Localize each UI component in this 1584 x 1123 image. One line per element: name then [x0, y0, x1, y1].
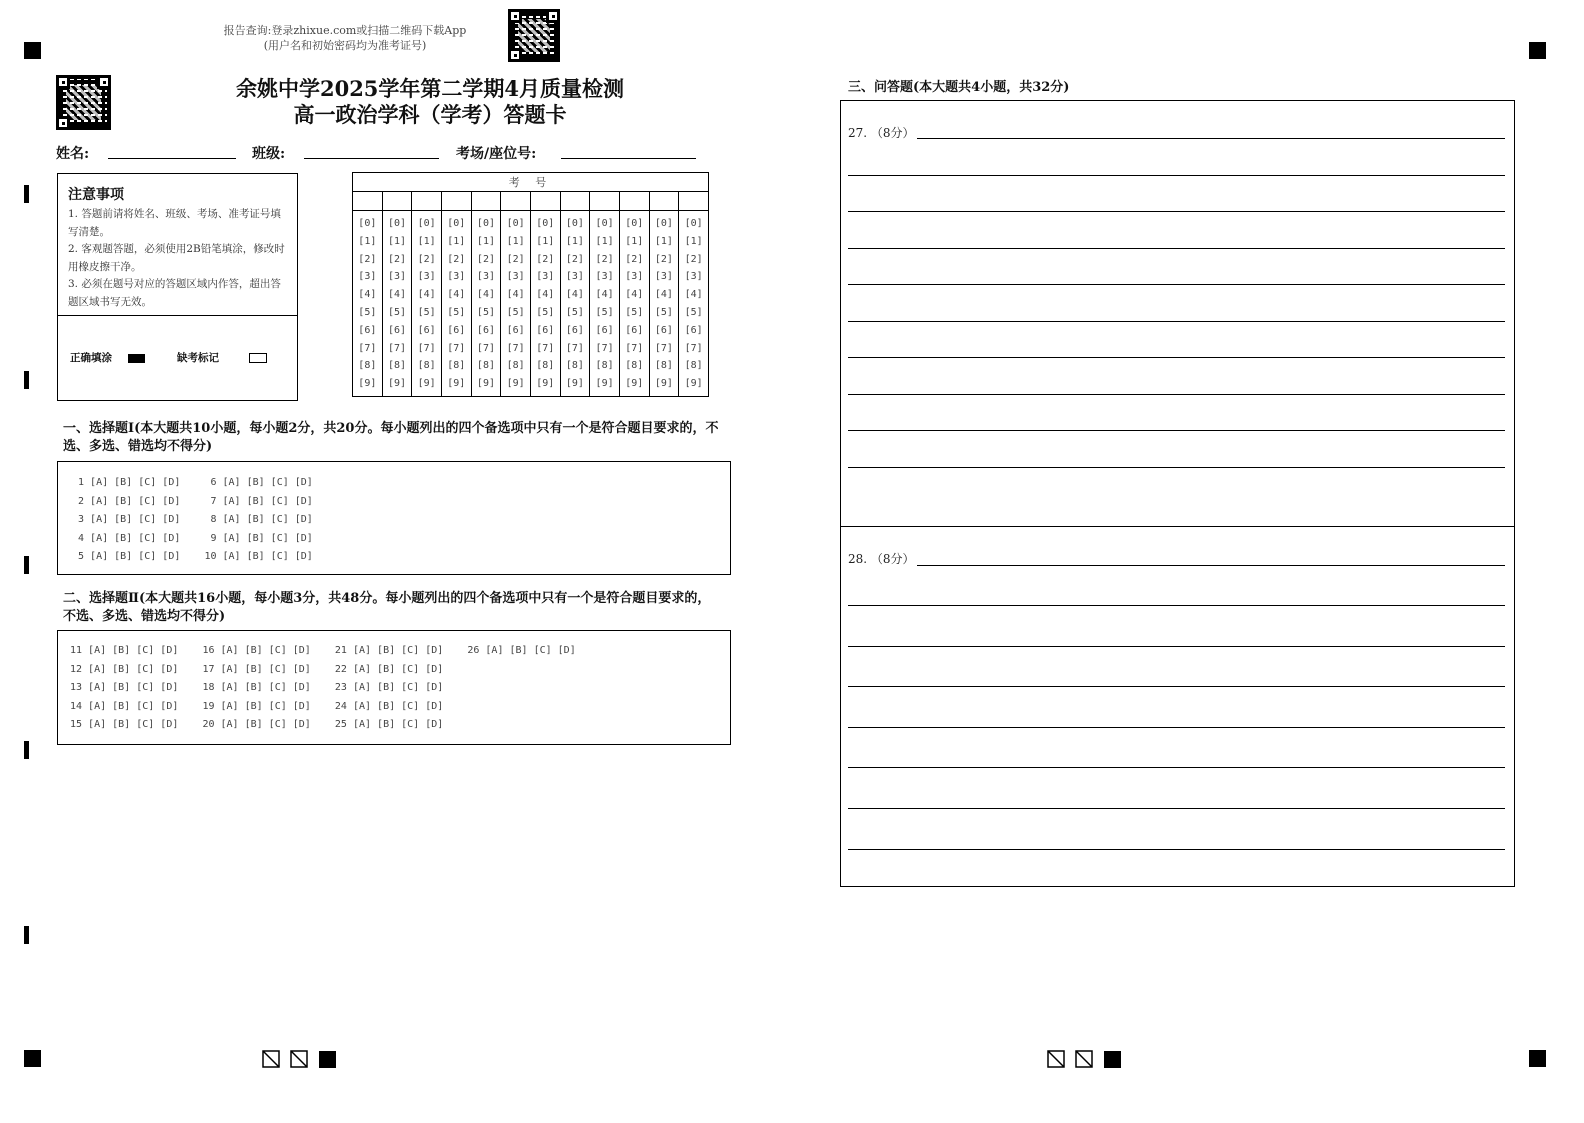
- answer-line[interactable]: [848, 686, 1505, 687]
- exam-number-write-cell[interactable]: [649, 192, 679, 211]
- report-query-line2: (用户名和初始密码均为准考证号): [263, 39, 427, 52]
- exam-number-bubble-column: [560, 211, 590, 397]
- exam-number-bubble[interactable]: [2]: [387, 253, 407, 265]
- class-label: 班级:: [252, 146, 286, 162]
- exam-number-bubble[interactable]: [0]: [476, 218, 495, 229]
- notes-divider: [58, 315, 297, 316]
- exam-number-bubble[interactable]: [9]: [358, 378, 377, 390]
- exam-number-write-cell[interactable]: [412, 192, 442, 211]
- exam-number-bubble[interactable]: [4]: [595, 289, 614, 301]
- exam-number-bubble-column: [441, 211, 471, 397]
- answer-line[interactable]: [848, 767, 1505, 768]
- answer-line[interactable]: [848, 605, 1505, 606]
- answer-line[interactable]: [848, 646, 1505, 647]
- exam-number-write-cell[interactable]: [353, 192, 383, 211]
- exam-number-bubble-row: [353, 211, 709, 397]
- section3-answer-box: [840, 100, 1515, 887]
- question-27-label: 27. （8分）: [848, 126, 915, 140]
- answer-line[interactable]: [848, 284, 1505, 285]
- exam-number-bubble-column: [501, 211, 531, 397]
- exam-number-bubble[interactable]: [5]: [358, 306, 377, 318]
- exam-number-bubble-column: [382, 211, 412, 397]
- exam-number-bubble[interactable]: [3]: [358, 271, 377, 283]
- absent-mark-text: 缺考标记: [177, 352, 219, 364]
- exam-number-bubble[interactable]: [8]: [387, 360, 407, 372]
- notes-title: 注意事项: [68, 187, 124, 203]
- timing-mark: [24, 556, 29, 574]
- exam-number-bubble[interactable]: [9]: [565, 378, 584, 390]
- notes-box: [57, 173, 298, 401]
- exam-number-bubble[interactable]: [9]: [387, 378, 407, 390]
- answer-row[interactable]: 3 [A] [B] [C] [D] 8 [A] [B] [C] [D]: [72, 514, 313, 526]
- exam-number-bubble[interactable]: [7]: [358, 342, 377, 354]
- exam-number-write-cell[interactable]: [679, 192, 709, 211]
- exam-number-write-row: [353, 192, 709, 211]
- registration-mark-bottom-left: [24, 1050, 41, 1067]
- exam-number-bubble[interactable]: [6]: [417, 324, 436, 336]
- exam-number-bubble[interactable]: [4]: [476, 289, 495, 301]
- exam-number-bubble[interactable]: [9]: [447, 378, 466, 390]
- exam-number-bubble[interactable]: [4]: [654, 289, 673, 301]
- absent-mark-label: [177, 350, 267, 365]
- answer-row[interactable]: 5 [A] [B] [C] [D] 10 [A] [B] [C] [D]: [72, 551, 313, 563]
- notes-list: [68, 206, 286, 311]
- exam-number-bubble[interactable]: [6]: [595, 324, 614, 336]
- exam-number-bubble[interactable]: [8]: [625, 360, 644, 372]
- exam-number-bubble[interactable]: [0]: [358, 218, 377, 229]
- answer-row[interactable]: 13 [A] [B] [C] [D] 18 [A] [B] [C] [D] 23 [A] [B] [C] [D]: [70, 682, 444, 694]
- exam-number-bubble[interactable]: [9]: [625, 378, 644, 390]
- exam-number-bubble[interactable]: [8]: [358, 360, 377, 372]
- answer-line[interactable]: [848, 175, 1505, 176]
- exam-number-bubble[interactable]: [2]: [447, 253, 466, 265]
- exam-number-bubble[interactable]: [3]: [476, 271, 495, 283]
- title-line2: 高一政治学科（学考）答题卡: [293, 102, 567, 127]
- exam-number-bubble[interactable]: [2]: [476, 253, 495, 265]
- exam-number-bubble-column: [471, 211, 501, 397]
- exam-number-bubble[interactable]: [2]: [565, 253, 584, 265]
- timing-mark: [24, 926, 29, 944]
- exam-number-bubble[interactable]: [3]: [625, 271, 644, 283]
- exam-number-bubble[interactable]: [2]: [684, 253, 703, 265]
- answer-line[interactable]: [848, 211, 1505, 212]
- title-line1: 余姚中学2025学年第二学期4月质量检测: [235, 76, 625, 101]
- qr-code-icon: [508, 9, 560, 62]
- exam-number-bubble[interactable]: [7]: [417, 342, 436, 354]
- exam-number-bubble[interactable]: [8]: [654, 360, 673, 372]
- registration-mark-bottom-right: [1529, 1050, 1546, 1067]
- exam-number-bubble[interactable]: [0]: [417, 218, 436, 229]
- answer-line[interactable]: [917, 138, 1505, 139]
- exam-number-bubble[interactable]: [3]: [684, 271, 703, 283]
- exam-number-bubble[interactable]: [8]: [595, 360, 614, 372]
- exam-number-write-cell[interactable]: [441, 192, 471, 211]
- exam-number-bubble[interactable]: [5]: [387, 306, 407, 318]
- page-title: [150, 76, 710, 128]
- room-seat-label: 考场/座位号:: [456, 146, 537, 162]
- exam-number-bubble[interactable]: [8]: [447, 360, 466, 372]
- timing-mark: [24, 371, 29, 389]
- exam-number-bubble[interactable]: [6]: [506, 324, 525, 336]
- exam-number-bubble-column: [412, 211, 442, 397]
- exam-number-header: 考 号: [353, 173, 709, 192]
- exam-number-bubble[interactable]: [6]: [387, 324, 407, 336]
- exam-number-grid: [352, 172, 709, 397]
- answer-line[interactable]: [848, 727, 1505, 728]
- exam-number-bubble[interactable]: [5]: [565, 306, 584, 318]
- exam-number-bubble[interactable]: [2]: [417, 253, 436, 265]
- section3-title: 三、问答题(本大题共4小题，共32分): [848, 80, 1070, 95]
- exam-number-bubble[interactable]: [4]: [625, 289, 644, 301]
- exam-number-bubble[interactable]: [1]: [684, 235, 703, 247]
- answer-row[interactable]: 14 [A] [B] [C] [D] 19 [A] [B] [C] [D] 24 [A] [B] [C] [D]: [70, 700, 444, 712]
- exam-number-bubble[interactable]: [8]: [565, 360, 584, 372]
- exam-number-bubble[interactable]: [2]: [654, 253, 673, 265]
- exam-number-bubble[interactable]: [6]: [476, 324, 495, 336]
- exam-number-bubble[interactable]: [0]: [625, 218, 644, 229]
- timing-mark: [24, 741, 29, 759]
- exam-number-bubble[interactable]: [7]: [447, 342, 466, 354]
- section2-options[interactable]: [70, 642, 576, 735]
- class-field[interactable]: [304, 142, 439, 159]
- notes-item: 1. 答题前请将姓名、班级、考场、准考证号填写清楚。: [68, 208, 281, 238]
- answer-row[interactable]: 4 [A] [B] [C] [D] 9 [A] [B] [C] [D]: [72, 532, 313, 544]
- report-query-note: [190, 23, 500, 53]
- exam-number-bubble[interactable]: [1]: [654, 235, 673, 247]
- exam-number-bubble[interactable]: [5]: [447, 306, 466, 318]
- exam-number-bubble-column: [619, 211, 649, 397]
- exam-number-bubble[interactable]: [2]: [358, 253, 377, 265]
- exam-number-bubble-column: [679, 211, 709, 397]
- name-label: 姓名:: [56, 146, 90, 162]
- exam-number-bubble[interactable]: [4]: [417, 289, 436, 301]
- section2-answer-box: [57, 630, 731, 745]
- answer-row[interactable]: 12 [A] [B] [C] [D] 17 [A] [B] [C] [D] 22 [A] [B] [C] [D]: [70, 663, 444, 675]
- absent-mark-checkbox[interactable]: [249, 353, 267, 363]
- exam-number-bubble[interactable]: [7]: [654, 342, 673, 354]
- exam-number-write-cell[interactable]: [501, 192, 531, 211]
- correct-fill-text: 正确填涂: [70, 352, 112, 364]
- exam-number-bubble[interactable]: [9]: [476, 378, 495, 390]
- exam-number-bubble[interactable]: [5]: [684, 306, 703, 318]
- exam-number-bubble-column: [353, 211, 383, 397]
- exam-number-bubble[interactable]: [6]: [358, 324, 377, 336]
- answer-line[interactable]: [848, 467, 1505, 468]
- exam-number-bubble[interactable]: [8]: [684, 360, 703, 372]
- exam-number-bubble[interactable]: [2]: [595, 253, 614, 265]
- exam-number-bubble[interactable]: [7]: [595, 342, 614, 354]
- exam-number-bubble[interactable]: [3]: [654, 271, 673, 283]
- room-seat-field[interactable]: [561, 142, 696, 159]
- exam-number-bubble[interactable]: [5]: [476, 306, 495, 318]
- exam-number-bubble[interactable]: [5]: [654, 306, 673, 318]
- exam-number-bubble[interactable]: [6]: [684, 324, 703, 336]
- section1-answer-box: [57, 461, 731, 575]
- question-28-label: 28. （8分）: [848, 552, 915, 566]
- answer-line[interactable]: [848, 849, 1505, 850]
- answer-line[interactable]: [848, 808, 1505, 809]
- exam-number-bubble[interactable]: [7]: [565, 342, 584, 354]
- registration-mark-top-right: [1529, 42, 1546, 59]
- name-field[interactable]: [108, 142, 236, 159]
- exam-number-bubble[interactable]: [3]: [565, 271, 584, 283]
- question-divider: [841, 526, 1514, 527]
- exam-number-bubble[interactable]: [9]: [417, 378, 436, 390]
- exam-number-bubble[interactable]: [6]: [536, 324, 555, 336]
- exam-number-bubble[interactable]: [0]: [387, 218, 407, 229]
- exam-number-bubble[interactable]: [8]: [506, 360, 525, 372]
- exam-number-bubble[interactable]: [1]: [358, 235, 377, 247]
- notes-item: 2. 客观题答题，必须使用2B铅笔填涂，修改时用橡皮擦干净。: [68, 243, 285, 273]
- exam-number-bubble[interactable]: [9]: [506, 378, 525, 390]
- exam-number-bubble[interactable]: [6]: [447, 324, 466, 336]
- exam-number-bubble[interactable]: [5]: [595, 306, 614, 318]
- exam-number-bubble[interactable]: [6]: [654, 324, 673, 336]
- exam-number-bubble[interactable]: [5]: [506, 306, 525, 318]
- answer-row[interactable]: 1 [A] [B] [C] [D] 6 [A] [B] [C] [D]: [72, 477, 313, 488]
- exam-number-bubble[interactable]: [6]: [565, 324, 584, 336]
- exam-number-bubble[interactable]: [8]: [536, 360, 555, 372]
- exam-number-bubble[interactable]: [4]: [447, 289, 466, 301]
- exam-number-bubble[interactable]: [3]: [506, 271, 525, 283]
- section1-options[interactable]: [72, 474, 313, 567]
- exam-number-bubble[interactable]: [2]: [536, 253, 555, 265]
- section1-title: 一、选择题Ⅰ(本大题共10小题，每小题2分，共20分。每小题列出的四个备选项中只有一个是符合题目要求的，不选、多选、错选均不得分): [63, 421, 719, 454]
- exam-number-write-cell[interactable]: [471, 192, 501, 211]
- exam-number-bubble[interactable]: [6]: [625, 324, 644, 336]
- exam-number-bubble[interactable]: [7]: [536, 342, 555, 354]
- exam-number-bubble-column: [590, 211, 620, 397]
- exam-number-bubble[interactable]: [3]: [536, 271, 555, 283]
- exam-number-bubble[interactable]: [3]: [447, 271, 466, 283]
- qr-code-icon: [56, 75, 111, 130]
- exam-number-bubble[interactable]: [1]: [387, 235, 407, 247]
- exam-number-bubble[interactable]: [1]: [476, 235, 495, 247]
- answer-line[interactable]: [848, 321, 1505, 322]
- filled-example-icon: [128, 354, 145, 363]
- exam-number-bubble[interactable]: [4]: [387, 289, 407, 301]
- exam-number-bubble[interactable]: [5]: [417, 306, 436, 318]
- notes-item: 3. 必须在题号对应的答题区域内作答，超出答题区域书写无效。: [68, 278, 281, 308]
- exam-number-bubble[interactable]: [7]: [625, 342, 644, 354]
- registration-mark-top-left: [24, 42, 41, 59]
- exam-number-bubble[interactable]: [4]: [684, 289, 703, 301]
- exam-number-write-cell[interactable]: [530, 192, 560, 211]
- exam-number-bubble[interactable]: [9]: [654, 378, 673, 390]
- exam-number-write-cell[interactable]: [560, 192, 590, 211]
- exam-number-bubble[interactable]: [2]: [625, 253, 644, 265]
- answer-line[interactable]: [848, 248, 1505, 249]
- exam-number-bubble[interactable]: [0]: [684, 218, 703, 229]
- exam-number-bubble[interactable]: [1]: [447, 235, 466, 247]
- exam-number-bubble[interactable]: [8]: [417, 360, 436, 372]
- exam-number-bubble[interactable]: [0]: [654, 218, 673, 229]
- exam-number-bubble[interactable]: [4]: [358, 289, 377, 301]
- exam-number-bubble[interactable]: [3]: [595, 271, 614, 283]
- page-code-marks-left: [262, 1050, 338, 1069]
- exam-number-write-cell[interactable]: [619, 192, 649, 211]
- answer-line[interactable]: [848, 430, 1505, 431]
- exam-number-write-cell[interactable]: [382, 192, 412, 211]
- exam-number-bubble[interactable]: [1]: [536, 235, 555, 247]
- exam-number-bubble[interactable]: [9]: [536, 378, 555, 390]
- section2-title: 二、选择题Ⅱ(本大题共16小题，每小题3分，共48分。每小题列出的四个备选项中只有一个是符合题目要求的，不选、多选、错选均不得分): [63, 591, 711, 624]
- exam-number-bubble[interactable]: [1]: [506, 235, 525, 247]
- report-query-line1: 报告查询:登录zhixue.com或扫描二维码下载App: [223, 24, 467, 37]
- exam-number-bubble[interactable]: [7]: [387, 342, 407, 354]
- exam-number-bubble[interactable]: [7]: [476, 342, 495, 354]
- exam-number-bubble[interactable]: [4]: [536, 289, 555, 301]
- exam-number-bubble[interactable]: [1]: [625, 235, 644, 247]
- exam-number-bubble[interactable]: [0]: [506, 218, 525, 229]
- answer-row[interactable]: 2 [A] [B] [C] [D] 7 [A] [B] [C] [D]: [72, 495, 313, 507]
- exam-number-bubble[interactable]: [9]: [595, 378, 614, 390]
- correct-fill-label: [70, 350, 145, 365]
- exam-number-bubble[interactable]: [9]: [684, 378, 703, 390]
- exam-number-bubble[interactable]: [0]: [447, 218, 466, 229]
- exam-number-bubble[interactable]: [4]: [506, 289, 525, 301]
- exam-number-bubble[interactable]: [5]: [625, 306, 644, 318]
- exam-number-bubble[interactable]: [4]: [565, 289, 584, 301]
- answer-row[interactable]: 15 [A] [B] [C] [D] 20 [A] [B] [C] [D] 25 [A] [B] [C] [D]: [70, 719, 444, 731]
- exam-number-bubble[interactable]: [2]: [506, 253, 525, 265]
- answer-row[interactable]: 11 [A] [B] [C] [D] 16 [A] [B] [C] [D] 21 [A] [B] [C] [D] 26 [A] [B] [C] [D]: [70, 645, 576, 656]
- exam-number-bubble[interactable]: [0]: [536, 218, 555, 229]
- exam-number-bubble[interactable]: [1]: [595, 235, 614, 247]
- exam-number-write-cell[interactable]: [590, 192, 620, 211]
- exam-number-bubble-column: [649, 211, 679, 397]
- exam-number-bubble[interactable]: [0]: [595, 218, 614, 229]
- timing-mark: [24, 185, 29, 203]
- answer-line[interactable]: [848, 394, 1505, 395]
- answer-line[interactable]: [848, 357, 1505, 358]
- exam-number-bubble[interactable]: [1]: [565, 235, 584, 247]
- exam-number-bubble[interactable]: [1]: [417, 235, 436, 247]
- exam-number-bubble[interactable]: [3]: [417, 271, 436, 283]
- exam-number-bubble[interactable]: [0]: [565, 218, 584, 229]
- page-code-marks-right: [1047, 1050, 1123, 1069]
- exam-number-bubble[interactable]: [7]: [684, 342, 703, 354]
- exam-number-bubble[interactable]: [7]: [506, 342, 525, 354]
- answer-line[interactable]: [917, 565, 1505, 566]
- exam-number-bubble[interactable]: [5]: [536, 306, 555, 318]
- exam-number-bubble[interactable]: [8]: [476, 360, 495, 372]
- exam-number-bubble-column: [530, 211, 560, 397]
- exam-number-bubble[interactable]: [3]: [387, 271, 407, 283]
